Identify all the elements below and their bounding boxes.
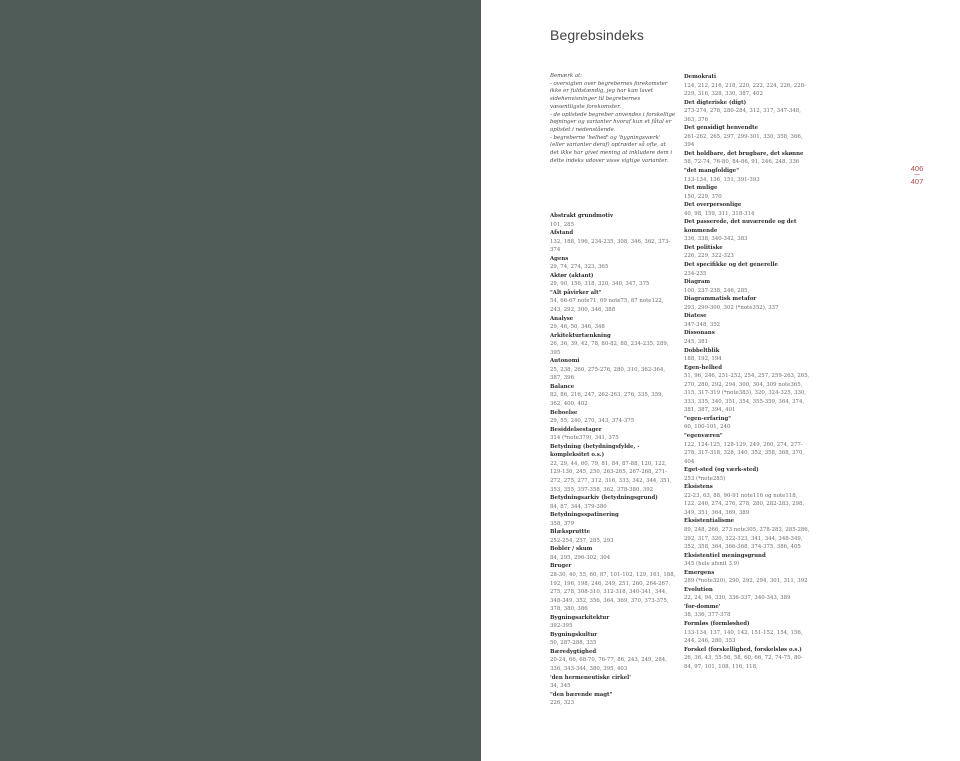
index-page-refs: 234-235: [684, 270, 707, 277]
index-entry: [550, 614, 676, 631]
index-page-refs: 392-395: [550, 623, 573, 630]
index-term: Diagrammatisk metafor: [684, 296, 757, 303]
index-entry: [684, 364, 810, 415]
index-term: "det mangfoldige": [684, 168, 740, 175]
index-page-refs: 188, 192, 194: [684, 356, 722, 363]
index-page-refs: 336, 338, 340-342, 383: [684, 236, 748, 243]
index-entry: [550, 426, 676, 443]
index-page-refs: 133-134, 137, 140, 142, 151-152, 154, 156, 244, 246, 280, 353: [684, 629, 803, 645]
index-term: Analyse: [550, 315, 574, 322]
index-term: Dobbeltblik: [684, 347, 720, 354]
index-term: Bruger: [550, 563, 572, 570]
index-page-refs: 28-30, 40, 55, 60, 87, 101-102, 129, 161, 188, 192, 196, 198, 246, 249, 251, 260, 264-267, 275, 278, 308-310, 312-318, 340-341, 344, 348-349, 352, 356, 364, 369, 370, 373-375, 378, 380, 386: [550, 571, 676, 613]
index-term: Autonomi: [550, 358, 580, 365]
index-term: Agens: [550, 255, 569, 262]
index-term: Aktør (aktant): [550, 272, 594, 279]
index-entry: [550, 648, 676, 674]
index-term: Det digteriske (digt): [684, 99, 747, 106]
index-entry: [684, 184, 810, 201]
index-entry: [550, 383, 676, 409]
index-entry: [684, 218, 810, 244]
index-term: Arkitekturtænkning: [550, 332, 611, 339]
index-page-refs: 273-274, 278, 280-284, 312, 317, 347-348, 363, 376: [684, 108, 801, 123]
index-entry: [550, 255, 676, 272]
index-page-refs: 54, 66-67 note71, 69 note75, 87 note122, 243, 292, 300, 346, 388: [550, 298, 664, 314]
index-page-refs: 25, 238, 260, 275-276, 280, 310, 362-364, 387, 396: [550, 366, 666, 382]
index-entry: [550, 409, 676, 426]
index-entry: [550, 212, 676, 229]
index-entry: [684, 569, 810, 586]
index-page-refs: 347-348, 352: [684, 321, 721, 328]
note-line: - oversigten over begrebernes forekomster ikke er fuldstændig, jeg har kun lavet sidehenvisninger til begrebernes væsentligste forekomster.: [550, 80, 668, 110]
index-page-refs: 20-24, 66, 68-70, 76-77, 86, 243, 249, 284, 336, 343-344, 380, 395, 403: [550, 657, 667, 672]
index-term: Bygningsarkitektur: [550, 614, 610, 621]
right-page: [481, 0, 960, 761]
index-term: Det overpersonlige: [684, 202, 742, 209]
index-entry: [684, 73, 810, 99]
index-term: Egen-helhed: [684, 364, 722, 371]
index-term: 'for-domme': [684, 603, 721, 610]
index-entry: [550, 272, 676, 289]
index-page-refs: 38, 336, 377-378: [684, 612, 731, 619]
index-entry: [684, 312, 810, 329]
index-note: [550, 73, 676, 165]
index-page-refs: 22, 29, 44, 60, 79, 81, 84, 87-88, 120, 122, 129-130, 245, 250, 263-265, 267-268, 271-272, 275, 277, 312, 316, 333, 342, 344, 351, 353, 355, 357-358, 362, 378-380, 392: [550, 460, 672, 493]
index-term: Demokrati: [684, 74, 717, 80]
index-page-refs: 22-23, 63, 88, 90-91 note116 og note118, 122, 240, 274, 276, 278, 280, 282-283, 298, 349, 351, 364, 369, 389: [684, 492, 805, 516]
index-term: Eksistentiel meningsgrund: [684, 552, 766, 559]
index-page-refs: 29, 74, 274, 323, 365: [550, 264, 609, 271]
index-entry: [550, 443, 676, 494]
index-entry: [684, 466, 810, 483]
page-number-right: 407: [910, 177, 924, 186]
index-page-refs: 60, 100-101, 240: [684, 424, 731, 431]
index-entry: [684, 415, 810, 432]
index-page-refs: 100, 237-238, 246, 285,: [684, 287, 750, 294]
index-entry: [684, 483, 810, 517]
index-entry: [550, 562, 676, 613]
index-page-refs: 40, 98, 159, 311, 318-314: [684, 210, 755, 217]
index-entry: [550, 494, 676, 511]
index-term: Det mulige: [684, 185, 718, 192]
page-numbers: [904, 165, 930, 186]
index-entry: [684, 329, 810, 346]
index-term: "egen-erfaring": [684, 415, 732, 422]
index-entry: [550, 691, 676, 708]
index-term: Besiddelsestager: [550, 426, 602, 433]
index-page-refs: 89, 248, 266, 273 note305, 278-282, 285-286, 292, 317, 320, 322-323, 341, 344, 348-349, 352, 358, 364, 366-368, 374-375, 386, 405: [684, 526, 810, 551]
note-line: - begreberne 'helhed' og 'bygningsværk' (eller varianter deraf) optræder så ofte, at det ikke har givet mening at inkludere dem i dette indeks udover visse vigtige varianter.: [550, 134, 673, 164]
index-term: Eksistentialisme: [684, 518, 735, 525]
index-page-refs: 22, 24, 94, 330, 336-337, 340-343, 389: [684, 595, 791, 602]
index-entry: [550, 511, 676, 528]
index-term: Det holdbare, det brugbare, det skønne: [684, 150, 804, 157]
index-entry: [550, 229, 676, 255]
index-term: Beboelse: [550, 409, 578, 416]
index-term: "egenværen": [684, 432, 723, 439]
index-term: Dissonans: [684, 330, 715, 337]
index-term: 'den hermeneutiske cirkel': [550, 674, 631, 681]
index-entry: [684, 124, 810, 150]
index-page-refs: 345 (hele afsnit 3.9): [684, 561, 740, 568]
index-page-refs: 293, 299-300, 302 (*note352), 337: [684, 304, 779, 311]
index-entry: [684, 432, 810, 466]
index-term: Blækspruttte: [550, 529, 591, 536]
index-page-refs: 289 (*note320), 290, 292, 294, 301, 311, 392: [684, 578, 808, 585]
index-term: Formløs (formløshed): [684, 621, 750, 627]
index-term: Betydningsspatinering: [550, 512, 619, 519]
index-page-refs: 245, 381: [684, 338, 709, 345]
index-term: "den bærende magt": [550, 691, 613, 698]
index-page-refs: 124, 212, 216, 218, 220, 222, 224, 226, 228-229, 316, 328, 330, 387, 402: [684, 82, 806, 98]
index-entry: [684, 201, 810, 218]
index-term: Betydning (betydningsfylde, -kompleksitet o.s.): [550, 443, 640, 459]
index-entry: [684, 552, 810, 569]
index-page-refs: 358, 379: [550, 520, 575, 527]
index-entry: [550, 357, 676, 383]
index-term: Afstand: [550, 230, 574, 237]
index-page-refs: 314 (*note379), 341, 375: [550, 435, 619, 442]
index-term: Bygningskultur: [550, 631, 598, 638]
index-term: Eksistens: [684, 484, 713, 491]
note-line: Bemærk at:: [550, 73, 583, 79]
index-term: Evolution: [684, 586, 713, 593]
index-term: Bæredygtighed: [550, 648, 597, 655]
index-entry: [684, 646, 810, 672]
index-entry: [684, 517, 810, 551]
index-entry: [550, 289, 676, 315]
index-page-refs: 122, 124-125, 128-129, 249, 260, 274, 277-278, 317-318, 328, 340, 352, 358, 368, 370, 404: [684, 441, 805, 465]
index-page-refs: 226, 323: [550, 700, 575, 707]
page-number-left: 406: [910, 164, 924, 173]
index-term: Diagram: [684, 279, 711, 286]
index-page-refs: 50, 287-288, 335: [550, 640, 597, 647]
index-entry: [550, 631, 676, 648]
index-entry: [550, 545, 676, 562]
page-title: Begrebsindeks: [550, 27, 644, 43]
index-term: "Alt påvirker alt": [550, 289, 602, 296]
index-page-refs: 252-254, 257, 285, 293: [550, 537, 614, 544]
note-line: - de oplistede begreber anvendes i forskellige bøjninger og varianter hvoraf kun et fåtal er oplistet i nedenstående.: [550, 111, 676, 133]
index-page-refs: 132, 188, 196, 234-235, 308, 346, 362, 373-374: [550, 238, 671, 254]
index-entry: [684, 603, 810, 620]
index-entry: [684, 99, 810, 125]
index-term: Eget-sted (og værk-sted): [684, 467, 759, 474]
index-entry: [684, 167, 810, 184]
index-entry: [550, 332, 676, 358]
index-page-refs: 29, 90, 156, 318, 320, 340, 347, 375: [550, 281, 650, 288]
index-entry: [550, 528, 676, 545]
index-page-refs: 84, 87, 344, 379-380: [550, 503, 607, 510]
index-term: Bobler / skum: [550, 546, 593, 553]
index-term: Emergens: [684, 569, 715, 576]
index-column-1: [550, 212, 676, 708]
index-page-refs: 253 (*note285): [684, 475, 726, 482]
index-page-refs: 261-262, 265, 297, 299-301, 330, 358, 366, 394: [684, 133, 803, 149]
index-entry: [684, 244, 810, 261]
page-number-separator: —: [914, 172, 920, 178]
index-entry: [684, 295, 810, 312]
index-entry: [684, 278, 810, 295]
index-entry: [550, 315, 676, 332]
index-page-refs: 29, 55, 240, 270, 343, 374-375: [550, 418, 635, 425]
index-page-refs: 101, 285: [550, 221, 575, 228]
index-page-refs: 26, 36, 43, 55-56, 58, 60, 66, 72, 74-75, 80-84, 97, 101, 108, 116, 118,: [684, 655, 803, 670]
index-term: Det politiske: [684, 244, 723, 251]
index-entry: [684, 261, 810, 278]
index-page-refs: 84, 295, 296-302, 304: [550, 554, 611, 561]
index-term: Det passerede, det nuværende og det kommende: [684, 219, 797, 234]
index-entry: [684, 150, 810, 167]
index-entry: [550, 674, 676, 691]
index-term: Det specifikke og det generelle: [684, 262, 778, 269]
index-column-2: [684, 73, 810, 671]
index-page-refs: 82, 86, 216, 247, 262-263, 276, 335, 359, 362, 400, 402: [550, 392, 664, 408]
index-page-refs: 58, 72-74, 76-80, 84-86, 91, 246, 248, 336: [684, 159, 800, 166]
index-page-refs: 29, 46, 50, 346, 348: [550, 324, 605, 331]
index-term: Diatese: [684, 313, 707, 320]
index-page-refs: 26, 36, 39, 42, 78, 80-82, 88, 234-235, 289, 395: [550, 341, 669, 356]
index-page-refs: 133-134, 136, 151, 391-393: [684, 176, 760, 183]
index-page-refs: 34, 345: [550, 683, 571, 690]
index-term: Forskel (forskellighed, forskelsløs o.s.): [684, 646, 802, 653]
index-term: Betydningsarkiv (betydningsgrund): [550, 495, 658, 502]
index-term: Balance: [550, 383, 575, 390]
index-page-refs: 226, 229, 322-323: [684, 253, 734, 260]
index-entry: [684, 586, 810, 603]
index-term: Det gensidigt henvendte: [684, 125, 759, 132]
index-entry: [684, 620, 810, 646]
index-page-refs: 51, 96, 246, 251-252, 254, 257, 259-263, 265, 270, 280, 292, 294, 300, 304, 309 note365, 315, 317-319 (*note383), 320, 324-325, 330, 333, 335, 340, 351, 354, 355-359, 364, 374, 381, 387, 394, 401: [684, 373, 810, 414]
index-entry: [684, 347, 810, 364]
index-page-refs: 150, 229, 370: [684, 193, 722, 200]
index-term: Abstrakt grundmotiv: [550, 213, 614, 219]
